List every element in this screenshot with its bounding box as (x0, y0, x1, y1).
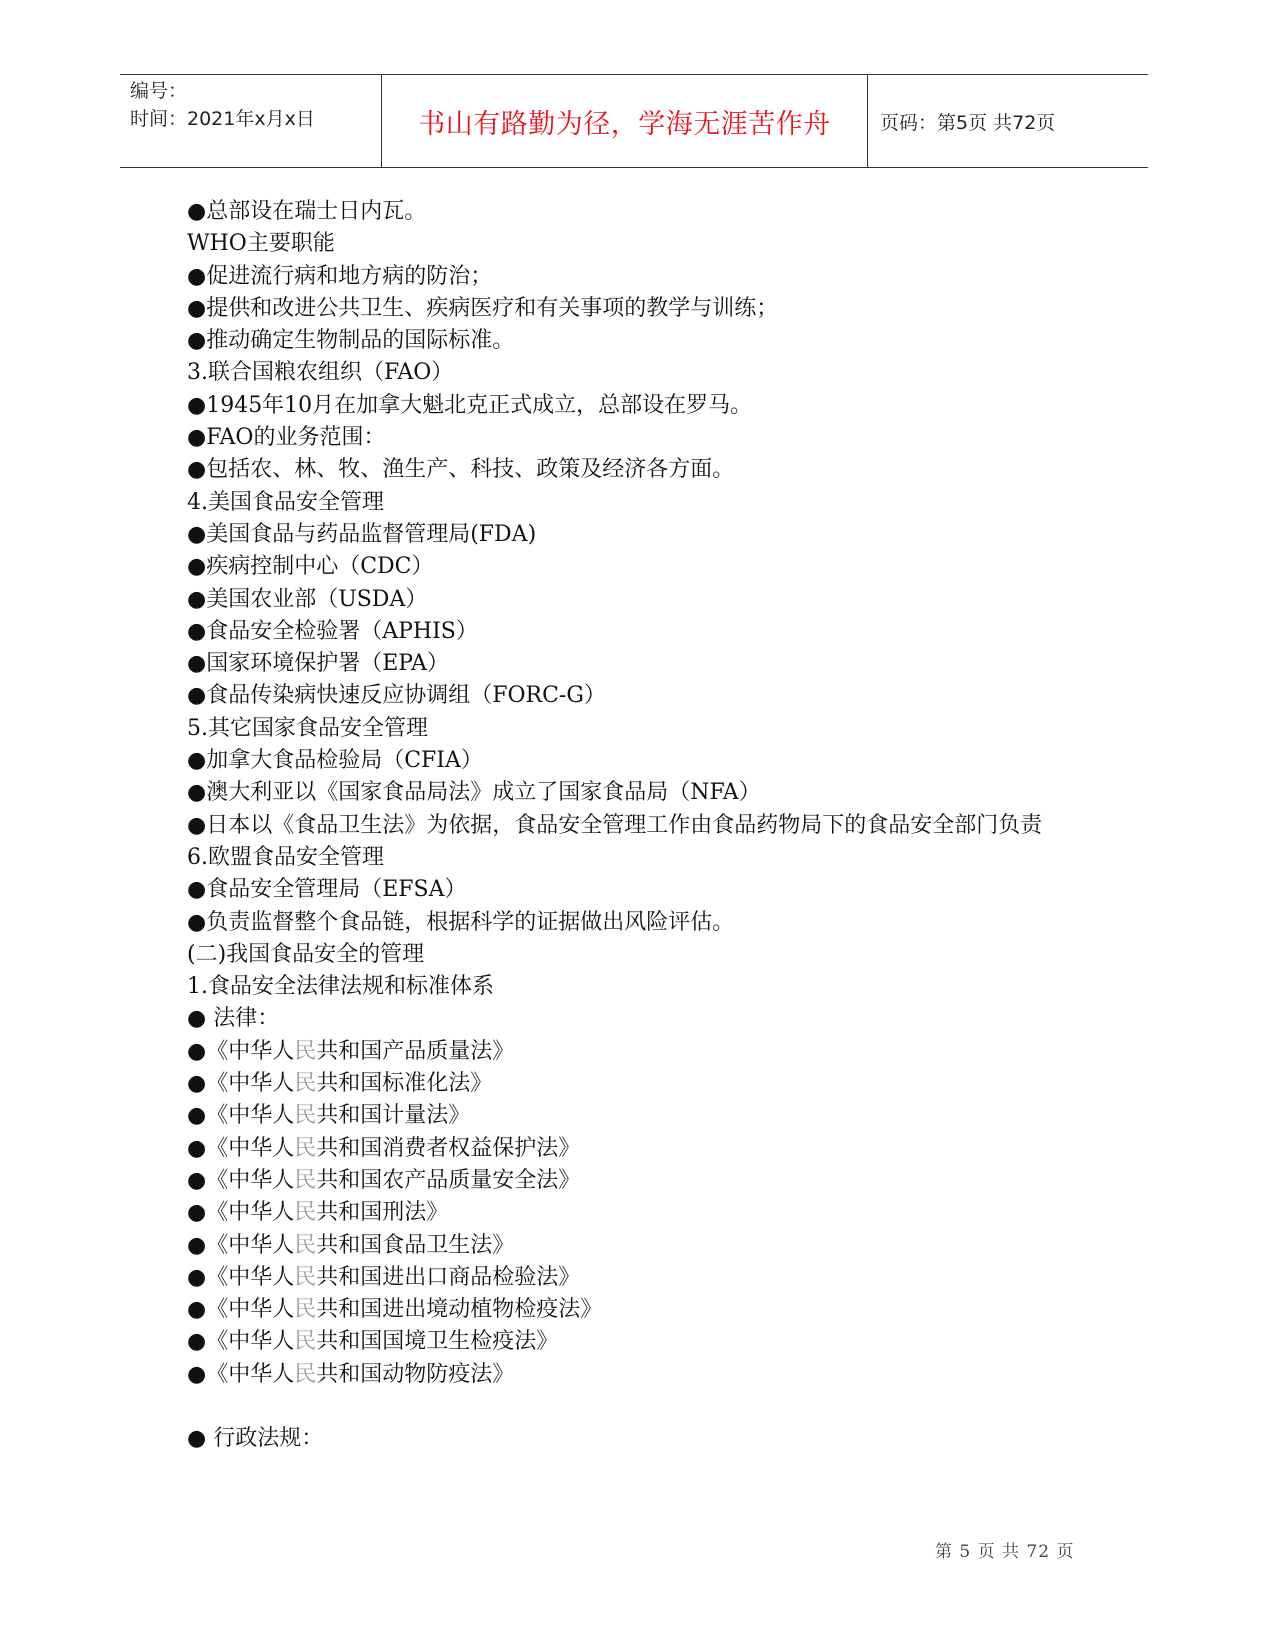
law-prefix: ●《中华人 (187, 1361, 295, 1387)
law-item (187, 1359, 1087, 1391)
body-line: ●美国农业部（USDA） (187, 586, 428, 612)
body-line: 6.欧盟食品安全管理 (187, 844, 384, 870)
law-prefix: ●《中华人 (187, 1329, 295, 1355)
body-line: ●澳大利亚以《国家食品局法》成立了国家食品局（NFA） (187, 780, 761, 806)
law-suffix: 共和国消费者权益保护法》 (316, 1135, 581, 1161)
law-prefix: ●《中华人 (187, 1071, 295, 1097)
body-line: ●1945年10月在加拿大魁北克正式成立，总部设在罗马。 (187, 392, 753, 418)
body-line: ●总部设在瑞士日内瓦。 (187, 199, 427, 224)
law-gray-char: 民 (294, 1071, 317, 1097)
motto: 书山有路勤为径，学海无涯苦作舟 (382, 75, 868, 167)
law-gray-char: 民 (294, 1361, 317, 1387)
law-suffix: 共和国标准化法》 (316, 1071, 493, 1097)
law-prefix: ●《中华人 (187, 1232, 295, 1258)
law-prefix: ●《中华人 (187, 1297, 295, 1323)
document-header (120, 74, 1148, 168)
law-gray-char: 民 (294, 1167, 317, 1193)
law-gray-char: 民 (294, 1135, 317, 1161)
law-gray-char: 民 (294, 1232, 317, 1258)
law-prefix: ●《中华人 (187, 1200, 295, 1226)
law-prefix: ●《中华人 (187, 1167, 295, 1193)
body-line: ●国家环境保护署（EPA） (187, 651, 449, 677)
law-suffix: 共和国动物防疫法》 (316, 1361, 515, 1387)
document-body (187, 196, 1087, 1455)
law-suffix: 共和国刑法》 (316, 1200, 449, 1226)
body-text-section (187, 196, 1087, 1036)
serial-label: 编号： (130, 80, 188, 102)
body-line: ●食品安全管理局（EFSA） (187, 877, 467, 903)
body-line: WHO主要职能 (187, 231, 335, 257)
law-prefix: ●《中华人 (187, 1135, 295, 1161)
law-prefix: ●《中华人 (187, 1103, 295, 1129)
law-suffix: 共和国进出境动植物检疫法》 (316, 1297, 603, 1323)
law-suffix: 共和国计量法》 (316, 1103, 471, 1129)
body-line: 1.食品安全法律法规和标准体系 (187, 974, 494, 1000)
header-left-cell (120, 75, 382, 167)
body-line: ●促进流行病和地方病的防治； (187, 263, 493, 289)
law-gray-char: 民 (294, 1264, 317, 1290)
law-gray-char: 民 (294, 1329, 317, 1355)
body-line: ●FAO的业务范围： (187, 425, 386, 451)
law-item (187, 1036, 1087, 1068)
law-prefix: ●《中华人 (187, 1038, 295, 1064)
law-gray-char: 民 (294, 1297, 317, 1323)
body-line: ●提供和改进公共卫生、疾病医疗和有关事项的教学与训练； (187, 295, 779, 321)
law-item (187, 1197, 1087, 1229)
law-suffix: 共和国进出口商品检验法》 (316, 1264, 581, 1290)
body-line: 4.美国食品安全管理 (187, 489, 384, 515)
body-line: ●日本以《食品卫生法》为依据，食品安全管理工作由食品药物局下的食品安全部门负责 (187, 812, 1043, 838)
time-label: 时间：2021年x月x日 (130, 108, 315, 130)
law-suffix: 共和国食品卫生法》 (316, 1232, 515, 1258)
law-item (187, 1165, 1087, 1197)
body-line: ●负责监督整个食品链，根据科学的证据做出风险评估。 (187, 909, 735, 935)
law-suffix: 共和国产品质量法》 (316, 1038, 515, 1064)
law-gray-char: 民 (294, 1200, 317, 1226)
body-line: 3.联合国粮农组织（FAO） (187, 360, 454, 386)
law-item (187, 1294, 1087, 1326)
law-item (187, 1100, 1087, 1132)
body-line: ●包括农、林、牧、渔生产、科技、政策及经济各方面。 (187, 457, 735, 483)
law-item (187, 1262, 1087, 1294)
body-line: 5.其它国家食品安全管理 (187, 715, 428, 741)
body-line: ●疾病控制中心（CDC） (187, 554, 434, 580)
law-gray-char: 民 (294, 1038, 317, 1064)
law-item (187, 1133, 1087, 1165)
law-suffix: 共和国农产品质量安全法》 (316, 1167, 581, 1193)
body-line: ●推动确定生物制品的国际标准。 (187, 328, 515, 354)
admin-regulations-line: ● 行政法规： (187, 1425, 324, 1451)
law-item (187, 1068, 1087, 1100)
law-list (187, 1036, 1087, 1391)
body-line: ●美国食品与药品监督管理局(FDA) (187, 521, 537, 547)
body-line: ●食品传染病快速反应协调组（FORC-G） (187, 683, 606, 709)
body-line: ●加拿大食品检验局（CFIA） (187, 748, 483, 774)
blank-gap (187, 1391, 1087, 1423)
page-info: 页码：第5页 共72页 (880, 111, 1056, 134)
law-item (187, 1230, 1087, 1262)
law-prefix: ●《中华人 (187, 1264, 295, 1290)
law-gray-char: 民 (294, 1103, 317, 1129)
law-suffix: 共和国国境卫生检疫法》 (316, 1329, 559, 1355)
body-line: ●食品安全检验署（APHIS） (187, 618, 478, 644)
page-footer: 第 5 页 共 72 页 (935, 1542, 1075, 1562)
law-item (187, 1326, 1087, 1358)
body-line: ● 法律： (187, 1006, 280, 1032)
body-line: (二)我国食品安全的管理 (187, 941, 425, 967)
